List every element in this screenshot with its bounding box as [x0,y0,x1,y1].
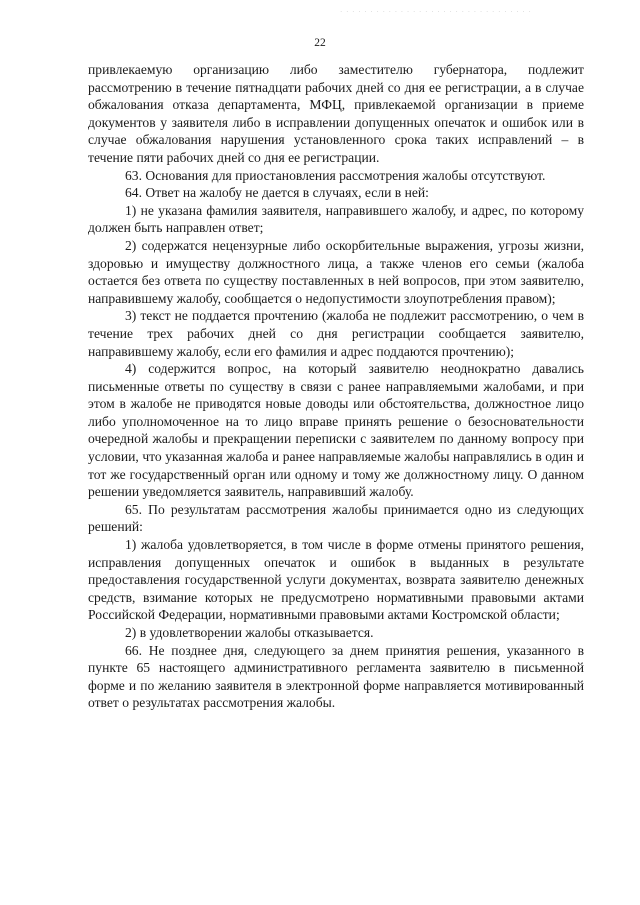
paragraph-65: 65. По результатам рассмотрения жалобы принимается одно из следующих решений: [88,501,584,535]
paragraph-64-item-1: 1) не указана фамилия заявителя, направившего жалобу, и адрес, по которому должен быть направлен ответ; [88,202,584,236]
paragraph-64-item-3: 3) текст не поддается прочтению (жалоба не подлежит рассмотрению, о чем в течение трех рабочих дней со дня регистрации сообщается заявителю, направившему жалобу, если его фамилия и адрес поддаются прочтению); [88,308,584,359]
paragraph-65-item-1: 1) жалоба удовлетворяется, в том числе в форме отмены принятого решения, исправления допущенных опечаток и ошибок в выданных в результате предоставления государственной услуги документах, возврата заявителю денежных средств, взимание которых не предусмотрено нормативными правовыми актами Российской Федерации, нормативными правовыми актами Костромской области; [88,537,584,623]
document-body [88,61,584,712]
paragraph-continuation: привлекаемую организацию либо заместителю губернатора, подлежит рассмотрению в течение пятнадцати рабочих дней со дня ее регистрации, а в случае обжалования отказа департамента, МФЦ, привлекаемой организации в приеме документов у заявителя либо в исправлении допущенных опечаток и ошибок или в случае обжалования нарушения установленного срока таких исправлений – в течение пяти рабочих дней со дня ее регистрации. [88,62,584,165]
page-number: 22 [314,37,326,49]
paragraph-63: 63. Основания для приостановления рассмотрения жалобы отсутствуют. [125,167,546,183]
paragraph-64: 64. Ответ на жалобу не дается в случаях, если в ней: [125,185,429,201]
header-scan-mark: · · · · · · · · · · · · · · · · · · · · · · · · · · · · · · · · [340,8,532,16]
paragraph-64-item-2: 2) содержатся нецензурные либо оскорбительные выражения, угрозы жизни, здоровью и имуществу должностного лица, а также членов его семьи (жалоба остается без ответа по существу поставленных в ней вопросов, при этом заявителю, направившему жалобу, сообщается о недопустимости злоупотребления правом); [88,237,584,306]
paragraph-65-item-2: 2) в удовлетворении жалобы отказывается. [125,625,374,640]
paragraph-66: 66. Не позднее дня, следующего за днем принятия решения, указанного в пункте 65 настоящего административного регламента заявителю в письменной форме и по желанию заявителя в электронной форме направляется мотивированный ответ о результатах рассмотрения жалобы. [88,642,584,711]
paragraph-64-item-4: 4) содержится вопрос, на который заявителю неоднократно давались письменные ответы по существу в связи с ранее направляемыми жалобами, и при этом в жалобе не приводятся новые доводы или обстоятельства, должностное лицо либо уполномоченное на то лицо вправе принять решение о безосновательности очередной жалобы и прекращении переписки с заявителем по данному вопросу при условии, что указанная жалоба и ранее направляемые жалобы направлялись в один и тот же государственный орган или одному и тому же должностному лицу. О данном решении уведомляется заявитель, направивший жалобу. [88,361,584,500]
